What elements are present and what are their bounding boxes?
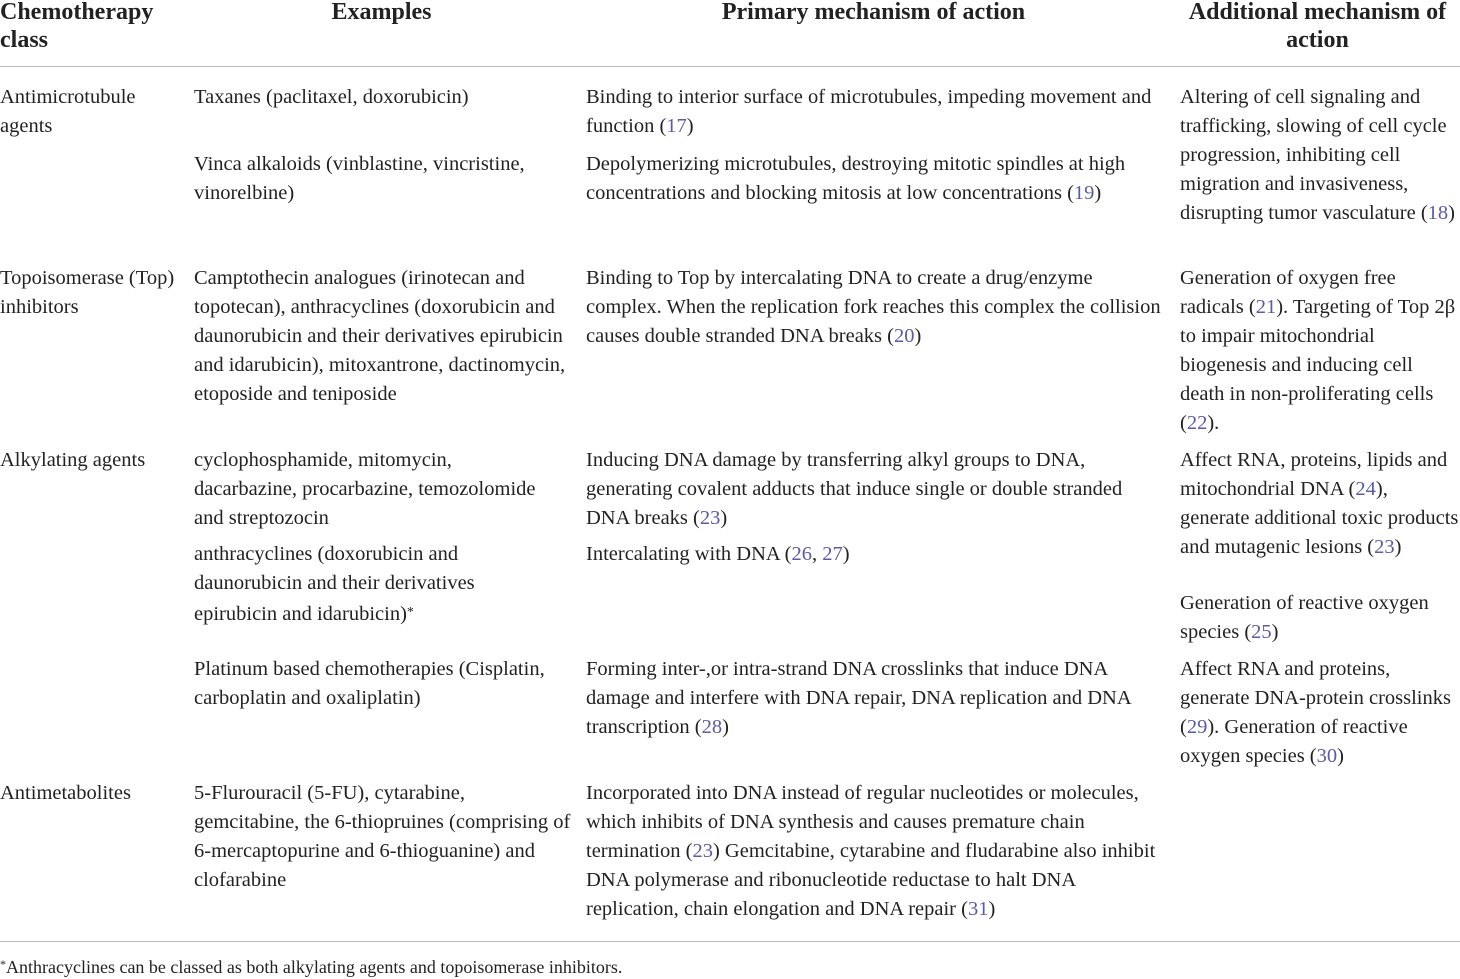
additional-antimicrotubule: Altering of cell signaling and trafficking, slowing of cell cycle progression, inhibiting cell migration and invasiveness, disrupting tumor vasculature (18): [1180, 86, 1455, 224]
footnote-marker: *: [0, 957, 6, 971]
example-platinum: Platinum based chemotherapies (Cisplatin, carboplatin and oxaliplatin): [194, 658, 545, 709]
mechanism-topoisomerase: Binding to Top by intercalating DNA to create a drug/enzyme complex. When the replication fork reaches this complex the collision causes double stranded DNA breaks (20): [586, 267, 1161, 347]
example-anthracyclines: anthracyclines (doxorubicin and daunorubicin and their derivatives epirubicin and idarubicin)*: [194, 543, 475, 625]
header-additional-mechanism: Additional mechanism of action: [1188, 0, 1447, 53]
mechanism-anthracyclines: Intercalating with DNA (26, 27): [586, 543, 850, 565]
class-alkylating: Alkylating agents: [0, 449, 146, 471]
mechanism-platinum: Forming inter-,or intra-strand DNA crosslinks that induce DNA damage and interfere with DNA repair, DNA replication and DNA transcription (28): [586, 658, 1131, 738]
citation-link[interactable]: 28: [701, 716, 723, 738]
additional-platinum: Affect RNA and proteins, generate DNA-protein crosslinks (29). Generation of reactive oxygen species (30): [1180, 658, 1451, 767]
class-topoisomerase: Topoisomerase (Top) inhibitors: [0, 267, 175, 318]
header-examples: Examples: [331, 0, 432, 25]
citation-link[interactable]: 23: [699, 507, 721, 529]
header-chemotherapy-class: Chemotherapy class: [0, 0, 154, 53]
citation-link[interactable]: 23: [692, 840, 713, 862]
citation-link[interactable]: 23: [1374, 536, 1395, 558]
header-primary-mechanism: Primary mechanism of action: [721, 0, 1026, 25]
footnote: *Anthracyclines can be classed as both alkylating agents and topoisomerase inhibitors.: [0, 957, 623, 977]
class-antimetabolites: Antimetabolites: [0, 782, 131, 804]
footnote-marker: *: [406, 605, 414, 620]
mechanism-taxanes: Binding to interior surface of microtubules, impeding movement and function (17): [586, 86, 1152, 137]
additional-topoisomerase: Generation of oxygen free radicals (21). Targeting of Top 2β to impair mitochondrial biogenesis and inducing cell death in non-proliferating cells (22).: [1180, 267, 1456, 434]
citation-link[interactable]: 17: [666, 115, 687, 137]
citation-link[interactable]: 22: [1186, 412, 1208, 434]
example-antimetabolites: 5-Flurouracil (5-FU), cytarabine, gemcitabine, the 6-thiopruines (comprising of 6-mercaptopurine and 6-thioguanine) and clofarabine: [194, 782, 571, 891]
mechanism-vinca: Depolymerizing microtubules, destroying mitotic spindles at high concentrations and blocking mitosis at low concentrations (19): [586, 153, 1126, 204]
citation-link[interactable]: 26: [791, 543, 813, 565]
additional-anthracyclines: Generation of reactive oxygen species (25): [1180, 592, 1429, 643]
mechanism-alkylating-1: Inducing DNA damage by transferring alkyl groups to DNA, generating covalent adducts that induce single or double stranded DNA breaks (23): [586, 449, 1123, 529]
citation-link[interactable]: 29: [1186, 716, 1208, 738]
citation-link[interactable]: 25: [1251, 621, 1272, 643]
additional-alkylating-1: Affect RNA, proteins, lipids and mitochondrial DNA (24), generate additional toxic products and mutagenic lesions (23): [1180, 449, 1459, 558]
header-rule: [0, 66, 1460, 67]
citation-link[interactable]: 19: [1073, 182, 1095, 204]
citation-link[interactable]: 20: [893, 325, 915, 347]
example-taxanes: Taxanes (paclitaxel, doxorubicin): [194, 86, 469, 108]
example-topoisomerase: Camptothecin analogues (irinotecan and topotecan), anthracyclines (doxorubicin and daunorubicin and their derivatives epirubicin and idarubicin), mitoxantrone, dactinomycin, etoposide and teniposide: [194, 267, 566, 405]
table-bottom-rule: [0, 941, 1460, 942]
class-antimicrotubule: Antimicrotubule agents: [0, 86, 136, 137]
mechanism-antimetabolites: Incorporated into DNA instead of regular nucleotides or molecules, which inhibits of DNA synthesis and causes premature chain termination (23) Gemcitabine, cytarabine and fludarabine also inhibit DNA polymerase and ribonucleotide reductase to halt DNA replication, chain elongation and DNA repair (31): [586, 782, 1156, 920]
example-vinca: Vinca alkaloids (vinblastine, vincristine, vinorelbine): [194, 153, 525, 204]
example-alkylating-1: cyclophosphamide, mitomycin, dacarbazine, procarbazine, temozolomide and streptozocin: [194, 449, 536, 529]
citation-link[interactable]: 18: [1427, 202, 1449, 224]
citation-link[interactable]: 31: [967, 898, 989, 920]
citation-link[interactable]: 24: [1355, 478, 1376, 500]
citation-link[interactable]: 30: [1316, 745, 1338, 767]
citation-link[interactable]: 27: [822, 543, 843, 565]
citation-link[interactable]: 21: [1255, 296, 1277, 318]
